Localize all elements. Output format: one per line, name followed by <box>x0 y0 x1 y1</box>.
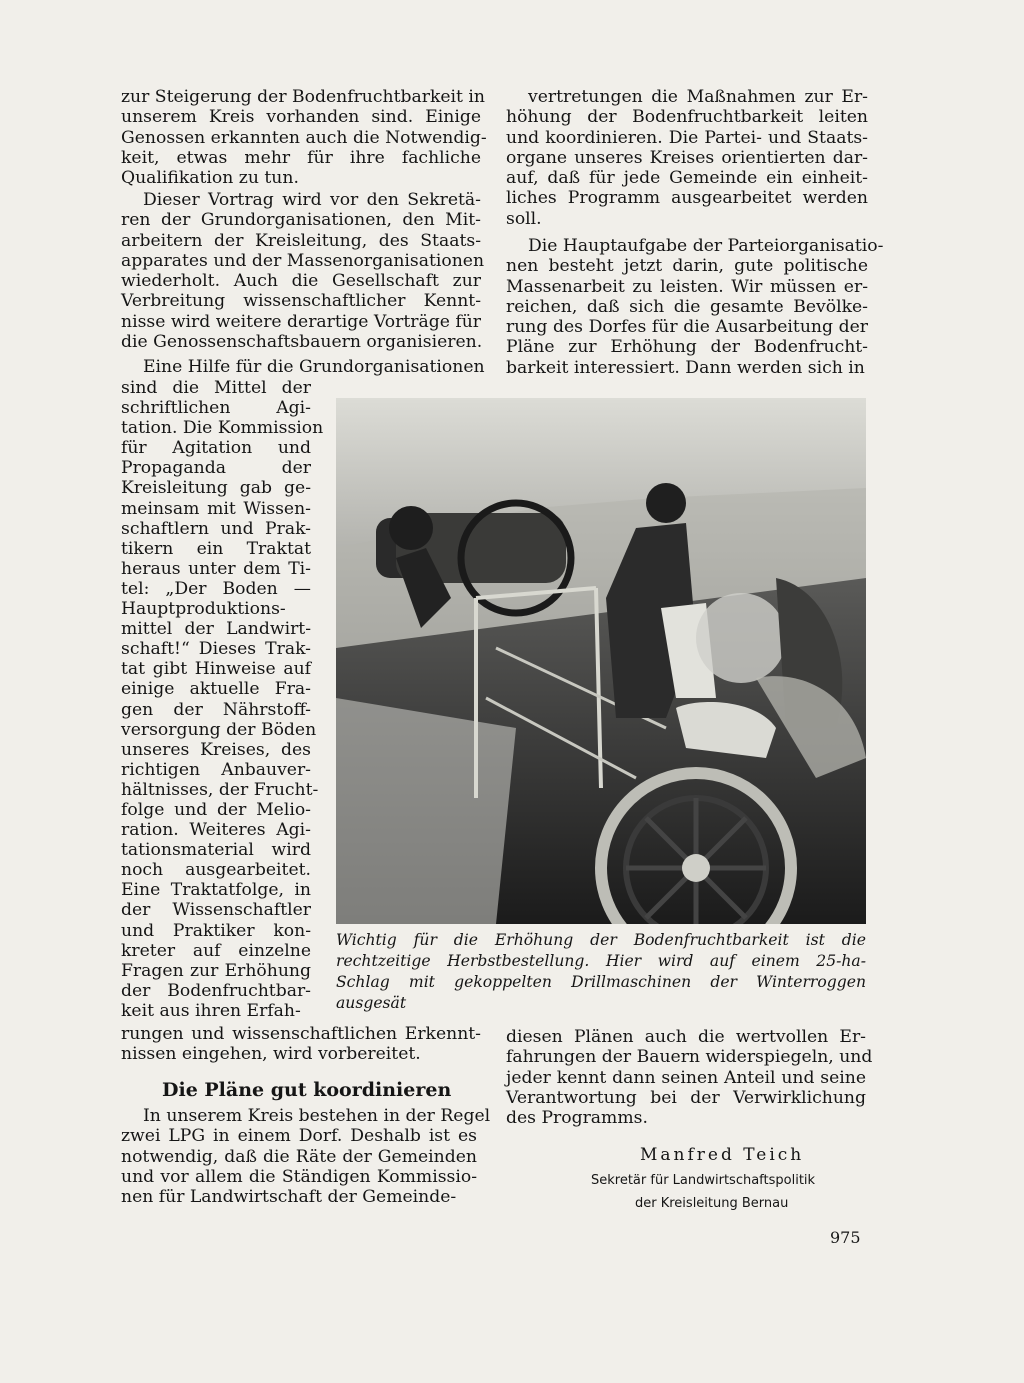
text-line: ren der Grundorganisationen, den Mit- <box>121 210 481 231</box>
right-paragraph-3 <box>506 1027 873 1129</box>
text-line: Propaganda der <box>121 458 311 479</box>
text-line: reichen, daß sich die gesamte Bevölke- <box>506 296 868 317</box>
text-line: unserem Kreis vorhanden sind. Einige <box>121 107 481 128</box>
text-line: Eine Hilfe für die Grundorganisationen <box>143 357 485 377</box>
text-line: schaft!“ Dieses Trak- <box>121 639 311 660</box>
text-line: keit, etwas mehr für ihre fachliche <box>121 147 481 168</box>
text-line: und vor allem die Ständigen Kommissio- <box>121 1166 477 1187</box>
text-line: nisse wird weitere derartige Vorträge für <box>121 311 481 332</box>
text-line: und koordinieren. Die Partei- und Staats- <box>506 127 868 148</box>
page-number: 975 <box>830 1228 861 1247</box>
text-line: Hauptproduktions- <box>121 599 286 620</box>
text-line: sind die Mittel der <box>121 378 311 398</box>
text-line: höhung der Bodenfruchtbarkeit leiten <box>506 107 868 128</box>
text-line: Kreisleitung gab ge- <box>121 478 311 499</box>
text-line: vertretungen die Maßnahmen zur Er- <box>528 87 868 107</box>
text-line: tationsmaterial wird <box>121 840 311 861</box>
text-line: versorgung der Böden <box>121 719 317 740</box>
text-line: hältnisses, der Frucht- <box>121 779 319 800</box>
text-line: Fragen zur Erhöhung <box>121 960 311 981</box>
text-line: liches Programm ausgearbeitet werden <box>506 188 868 209</box>
text-line: gen der Nährstoff- <box>121 699 311 720</box>
text-line: fahrungen der Bauern widerspiegeln, und <box>506 1047 873 1068</box>
section-heading: Die Pläne gut koordinieren <box>162 1079 452 1101</box>
text-line: Qualifikation zu tun. <box>121 168 299 189</box>
text-line: Dieser Vortrag wird vor den Sekretä- <box>143 190 481 210</box>
text-line: heraus unter dem Ti- <box>121 558 311 579</box>
text-line: tation. Die Kommission <box>121 418 324 439</box>
text-line: tel: „Der Boden — <box>121 578 311 599</box>
text-line: der Wissenschaftler <box>121 900 311 921</box>
text-line: Genossen erkannten auch die Notwendig- <box>121 127 487 148</box>
text-line: arbeitern der Kreisleitung, des Staats- <box>121 230 481 251</box>
text-line: der Bodenfruchtbar- <box>121 980 311 1001</box>
text-line: Verbreitung wissenschaftlicher Kennt- <box>121 291 481 312</box>
left-paragraph-3-end <box>121 1024 481 1065</box>
text-line: Verantwortung bei der Verwirklichung <box>506 1087 866 1108</box>
photo-caption <box>336 930 866 1014</box>
text-line: richtigen Anbauver- <box>121 759 311 780</box>
caption-line: Wichtig für die Erhöhung der Bodenfruchtbarkeit ist die <box>336 931 866 949</box>
left-paragraph-4 <box>121 1106 491 1208</box>
text-line: zur Steigerung der Bodenfruchtbarkeit in <box>121 87 485 107</box>
text-line: tikern ein Traktat <box>121 538 311 559</box>
tractor-photo <box>336 398 866 924</box>
text-line: einige aktuelle Fra- <box>121 679 311 700</box>
caption-line: Schlag mit gekoppelten Drillmaschinen der Winterroggen <box>336 973 866 991</box>
text-line: nen für Landwirtschaft der Gemeinde- <box>121 1187 457 1208</box>
signature-name: Manfred Teich <box>640 1145 805 1165</box>
text-line: rungen und wissenschaftlichen Erkennt- <box>121 1024 481 1044</box>
left-paragraph-3-intro <box>121 357 485 377</box>
text-line: Pläne zur Erhöhung der Bodenfrucht- <box>506 337 868 358</box>
text-line: unseres Kreises, des <box>121 739 311 760</box>
left-paragraph-1 <box>121 87 487 189</box>
text-line: In unserem Kreis bestehen in der Regel <box>143 1106 491 1126</box>
text-line: Die Hauptaufgabe der Parteiorganisatio- <box>528 236 884 256</box>
text-line: tat gibt Hinweise auf <box>121 659 311 680</box>
left-paragraph-2 <box>121 190 485 353</box>
text-line: notwendig, daß die Räte der Gemeinden <box>121 1146 477 1167</box>
right-paragraph-2 <box>506 236 884 378</box>
text-line: Eine Traktatfolge, in <box>121 880 311 901</box>
text-line: Massenarbeit zu leisten. Wir müssen er- <box>506 276 868 297</box>
right-paragraph-1 <box>506 87 868 229</box>
text-line: rung des Dorfes für die Ausarbeitung der <box>506 317 868 338</box>
caption-line: ausgesät <box>336 994 407 1012</box>
text-line: apparates und der Massenorganisationen <box>121 250 485 271</box>
signature-role: Sekretär für Landwirtschaftspolitik <box>591 1173 816 1188</box>
text-line: zwei LPG in einem Dorf. Deshalb ist es <box>121 1126 477 1147</box>
text-line: schaftlern und Prak- <box>121 518 311 539</box>
text-line: organe unseres Kreises orientierten dar- <box>506 147 868 168</box>
signature-org: der Kreisleitung Bernau <box>635 1196 789 1211</box>
text-line: auf, daß für jede Gemeinde ein einheit- <box>506 168 868 189</box>
text-line: folge und der Melio- <box>121 799 311 820</box>
text-line: nissen eingehen, wird vorbereitet. <box>121 1044 421 1065</box>
text-line: die Genossenschaftsbauern organisieren. <box>121 332 483 353</box>
text-line: jeder kennt dann seinen Anteil und seine <box>506 1067 866 1088</box>
caption-line: rechtzeitige Herbstbestellung. Hier wird auf einem 25-ha- <box>336 952 866 970</box>
left-paragraph-3-narrow <box>121 378 324 1021</box>
text-line: soll. <box>506 208 542 229</box>
text-line: nen besteht jetzt darin, gute politische <box>506 256 868 277</box>
text-line: ration. Weiteres Agi- <box>121 820 311 841</box>
text-line: noch ausgearbeitet. <box>121 860 311 881</box>
text-line: für Agitation und <box>121 438 311 459</box>
text-line: barkeit interessiert. Dann werden sich in <box>506 357 865 378</box>
text-line: mittel der Landwirt- <box>121 619 311 640</box>
text-line: keit aus ihren Erfah- <box>121 1000 301 1021</box>
text-line: meinsam mit Wissen- <box>121 498 311 519</box>
text-line: und Praktiker kon- <box>121 920 311 941</box>
text-line: kreter auf einzelne <box>121 940 311 961</box>
text-line: wiederholt. Auch die Gesellschaft zur <box>121 271 481 292</box>
text-line: diesen Plänen auch die wertvollen Er- <box>506 1027 866 1047</box>
text-line: des Programms. <box>506 1108 648 1129</box>
text-line: schriftlichen Agi- <box>121 398 311 419</box>
tractor-photo-image <box>336 398 866 924</box>
